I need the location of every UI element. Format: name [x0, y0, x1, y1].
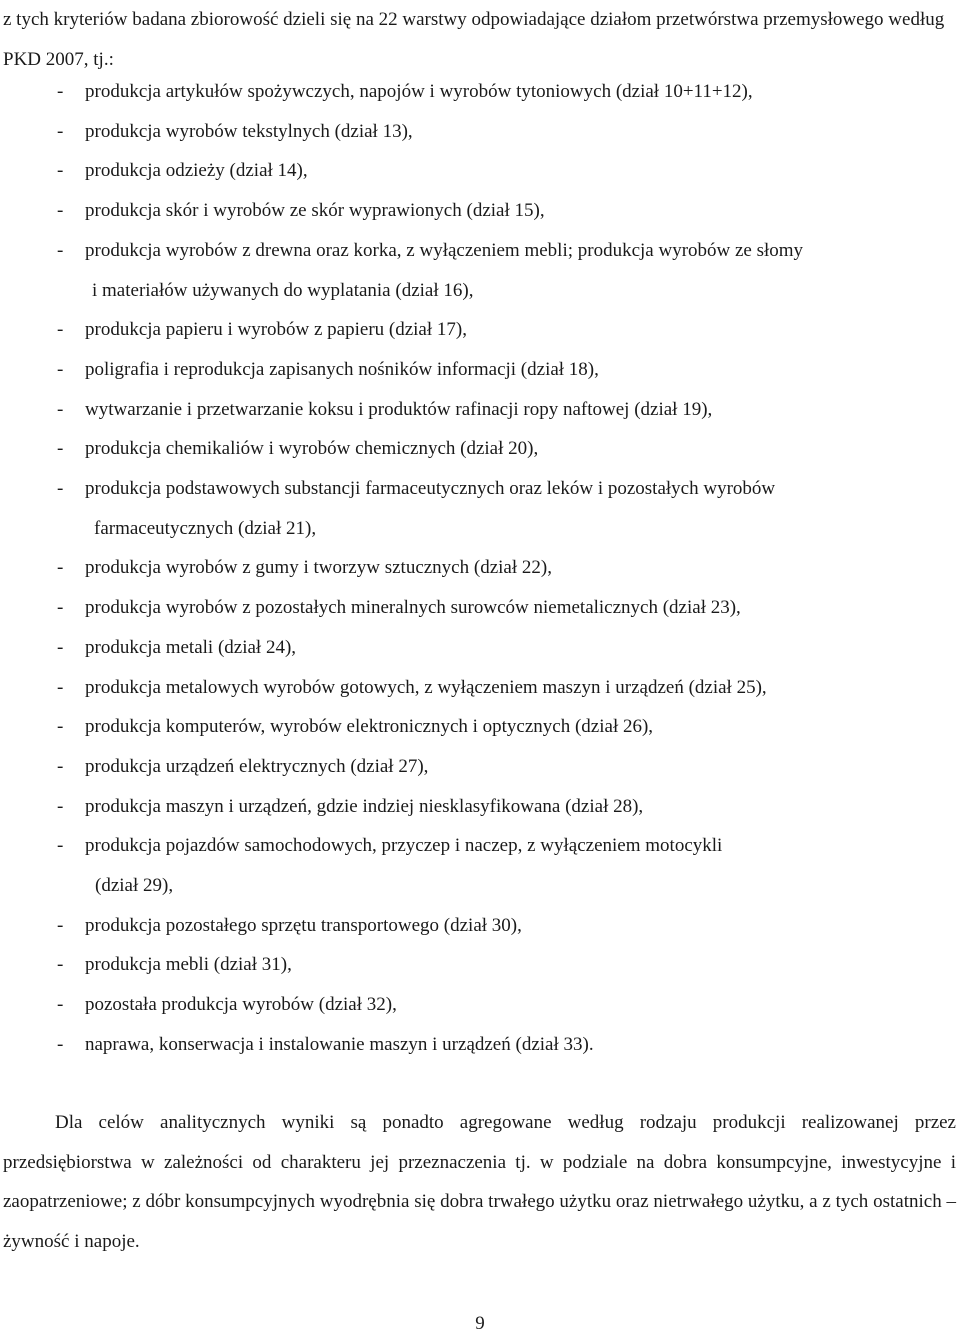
list-dash: - [57, 319, 64, 341]
list-item-text: wytwarzanie i przetwarzanie koksu i produktów rafinacji ropy naftowej (dział 19), [85, 398, 713, 420]
list-item [0, 151, 960, 191]
list-item-continuation: farmaceutycznych (dział 21), [94, 517, 317, 539]
list-item-text: produkcja chemikaliów i wyrobów chemicznych (dział 20), [85, 438, 539, 460]
list-dash: - [57, 1033, 64, 1055]
list-item-text: produkcja komputerów, wyrobów elektronicznych i optycznych (dział 26), [85, 716, 654, 738]
list-item-text: produkcja urządzeń elektrycznych (dział 27), [85, 755, 429, 777]
list-item [0, 548, 960, 588]
list-dash: - [57, 200, 64, 222]
list-dash: - [57, 81, 64, 102]
intro-paragraph: z tych kryteriów badana zbiorowość dzieli się na 22 warstwy odpowiadające działom przetwórstwa przemysłowego według PKD 2007, tj.: [3, 9, 945, 70]
list-dash: - [57, 478, 64, 500]
list-item [0, 310, 960, 350]
list-item-text: produkcja metalowych wyrobów gotowych, z wyłączeniem maszyn i urządzeń (dział 25), [85, 676, 767, 698]
list-item-text: pozostała produkcja wyrobów (dział 32), [85, 994, 397, 1016]
list-dash: - [57, 755, 64, 777]
list-item-text: produkcja maszyn i urządzeń, gdzie indziej niesklasyfikowana (dział 28), [85, 795, 644, 817]
list-dash: - [57, 835, 64, 857]
list-dash: - [57, 954, 64, 976]
list-dash: - [57, 914, 64, 936]
list-item [0, 191, 960, 231]
list-dash: - [57, 398, 64, 420]
list-item [0, 588, 960, 628]
list-item-text: naprawa, konserwacja i instalowanie maszyn i urządzeń (dział 33). [85, 1033, 594, 1055]
list-item-text: poligrafia i reprodukcja zapisanych nośników informacji (dział 18), [85, 358, 599, 380]
list-dash: - [57, 120, 64, 142]
list-item [0, 707, 960, 747]
list-item [0, 906, 960, 946]
list-item [0, 628, 960, 668]
pkd-divisions-list [0, 72, 960, 1065]
list-item-text: produkcja metali (dział 24), [85, 636, 297, 658]
list-item-continuation: (dział 29), [95, 875, 174, 897]
list-item [0, 72, 960, 112]
list-item [0, 429, 960, 469]
list-dash: - [57, 160, 64, 182]
list-dash: - [57, 438, 64, 460]
list-item [0, 231, 960, 310]
list-dash: - [57, 676, 64, 698]
list-item [0, 469, 960, 548]
list-item-text: produkcja papieru i wyrobów z papieru (dział 17), [85, 319, 467, 341]
list-item [0, 1025, 960, 1065]
list-item [0, 350, 960, 390]
list-item-text: produkcja skór i wyrobów ze skór wyprawionych (dział 15), [85, 200, 545, 222]
list-item [0, 787, 960, 827]
closing-paragraph [3, 1103, 956, 1261]
list-item-text: produkcja wyrobów tekstylnych (dział 13), [85, 120, 413, 142]
list-item-text: produkcja wyrobów z drewna oraz korka, z wyłączeniem mebli; produkcja wyrobów ze słomy [85, 239, 804, 261]
list-dash: - [57, 557, 64, 579]
list-item [0, 390, 960, 430]
list-dash: - [57, 994, 64, 1016]
list-dash: - [57, 795, 64, 817]
list-dash: - [57, 239, 64, 261]
list-item-text: produkcja podstawowych substancji farmaceutycznych oraz leków i pozostałych wyrobów [85, 478, 776, 500]
list-item [0, 112, 960, 152]
list-item [0, 985, 960, 1025]
list-item [0, 747, 960, 787]
list-item-text: produkcja pojazdów samochodowych, przyczep i naczep, z wyłączeniem motocykli [85, 835, 723, 857]
list-item [0, 945, 960, 985]
list-item-text: produkcja wyrobów z pozostałych mineralnych surowców niemetalicznych (dział 23), [85, 597, 741, 619]
closing-paragraph-text: Dla celów analitycznych wyniki są ponadto agregowane według rodzaju produkcji realizowanej przez przedsiębiorstwa w zależności od charakteru jej przeznaczenia tj. w podziale na dobra konsumpcyjne, inwestycyjne i zaopatrzeniowe; z dóbr konsumpcyjnych wyodrębnia się dobra trwałego użytku oraz nietrwałego użytku, a z tych ostatnich – żywność i napoje. [3, 1112, 956, 1252]
list-dash: - [57, 597, 64, 619]
list-dash: - [57, 636, 64, 658]
list-item-text: produkcja wyrobów z gumy i tworzyw sztucznych (dział 22), [85, 557, 552, 579]
list-item [0, 826, 960, 905]
list-item [0, 668, 960, 708]
list-dash: - [57, 716, 64, 738]
list-item-text: produkcja pozostałego sprzętu transportowego (dział 30), [85, 914, 522, 936]
list-dash: - [57, 358, 64, 380]
list-item-text: produkcja odzieży (dział 14), [85, 160, 308, 182]
list-item-continuation: i materiałów używanych do wyplatania (dział 16), [92, 279, 474, 301]
list-item-text: produkcja mebli (dział 31), [85, 954, 292, 976]
page-number: 9 [475, 1313, 485, 1334]
list-item-text: produkcja artykułów spożywczych, napojów i wyrobów tytoniowych (dział 10+11+12), [85, 81, 753, 102]
